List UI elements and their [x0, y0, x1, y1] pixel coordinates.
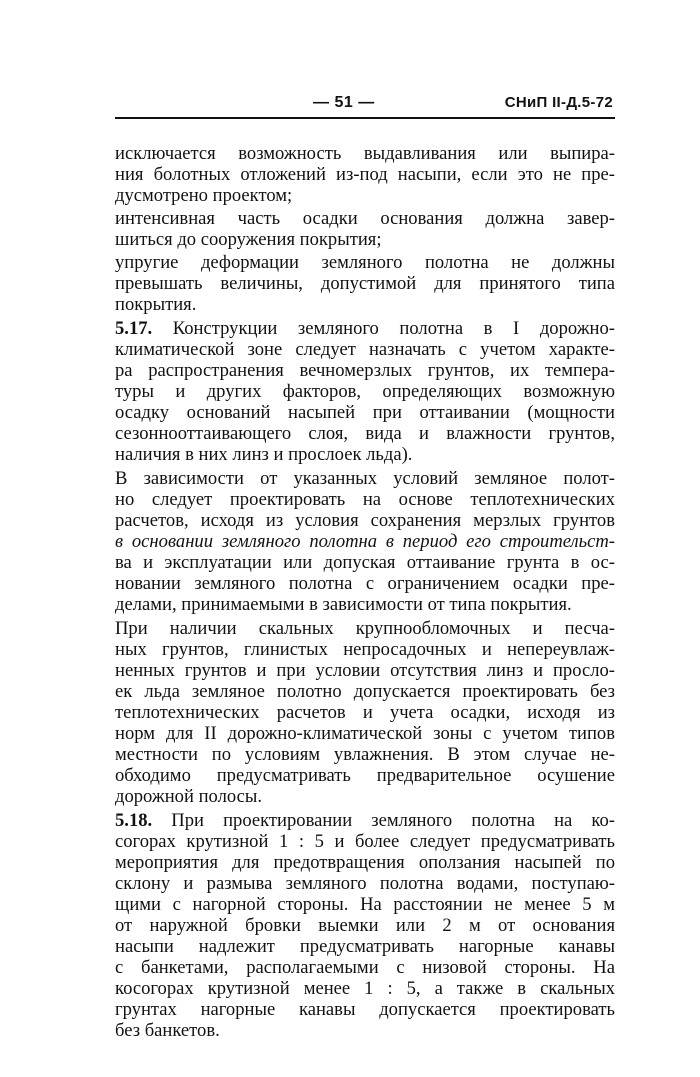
- text-line: грунтах нагорные канавы допускается проектировать: [115, 999, 615, 1020]
- text-line: сезоннооттаивающего слоя, вида и влажности грунтов,: [115, 423, 615, 444]
- text-line: климатической зоне следует назначать с учетом характе-: [115, 339, 615, 360]
- text-line: шиться до сооружения покрытия;: [115, 229, 382, 250]
- paragraph-5: [115, 468, 615, 615]
- paragraph-6: [115, 618, 615, 807]
- text-line: мероприятия для предотвращения оползания насыпей по: [115, 852, 615, 873]
- text-line: превышать величины, допустимой для принятого типа: [115, 273, 615, 294]
- text-line: интенсивная часть осадки основания должна завер-: [115, 208, 615, 229]
- text-line: ра распространения вечномерзлых грунтов, их темпера-: [115, 360, 615, 381]
- header-rule: [115, 117, 615, 119]
- text-line: от наружной бровки выемки или 2 м от основания: [115, 915, 615, 936]
- text-line: расчетов, исходя из условия сохранения мерзлых грунтов: [115, 510, 615, 531]
- text-line: обходимо предусматривать предварительное осушение: [115, 765, 615, 786]
- text-line: дорожной полосы.: [115, 786, 263, 807]
- text-line: ных грунтов, глинистых непросадочных и непереувлаж-: [115, 639, 615, 660]
- text-line: осадку оснований насыпей при оттаивании (мощности: [115, 402, 615, 423]
- text-line: ния болотных отложений из-под насыпи, если это не пре-: [115, 164, 615, 185]
- paragraph-3: [115, 252, 615, 315]
- text-line: согорах крутизной 1 : 5 и более следует предусматривать: [115, 831, 615, 852]
- page-number: — 51 —: [313, 94, 375, 111]
- text-line: щими с нагорной стороны. На расстоянии не менее 5 м: [115, 894, 615, 915]
- text-line: дусмотрено проектом;: [115, 185, 293, 206]
- paragraph-1: [115, 143, 615, 206]
- text-line: новании земляного полотна с ограничением осадки пре-: [115, 573, 615, 594]
- text-line: [115, 318, 615, 339]
- text-line: с банкетами, располагаемыми с низовой стороны. На: [115, 957, 615, 978]
- text-line: в основании земляного полотна в период его строительст-: [115, 531, 615, 552]
- text-line: При наличии скальных крупнообломочных и песча-: [115, 618, 615, 639]
- section-number: 5.18.: [115, 810, 153, 831]
- section-first-line: Конструкции земляного полотна в I дорожно-: [172, 318, 615, 339]
- section-5-17: [115, 318, 615, 465]
- text-line: В зависимости от указанных условий земляное полот-: [115, 468, 615, 489]
- document-body: [115, 143, 615, 1041]
- text-line: покрытия.: [115, 294, 197, 315]
- text-line: теплотехнических расчетов и учета осадки, исходя из: [115, 702, 615, 723]
- text-line: ва и эксплуатации или допуская оттаивание грунта в ос-: [115, 552, 615, 573]
- text-line: косогорах крутизной менее 1 : 5, а также в скальных: [115, 978, 615, 999]
- section-5-18: [115, 810, 615, 1041]
- page-header: [115, 94, 615, 124]
- section-first-line: При проектировании земляного полотна на ко-: [171, 810, 615, 831]
- paragraph-2: [115, 208, 615, 250]
- text-line: но следует проектировать на основе теплотехнических: [115, 489, 615, 510]
- text-line: ненных грунтов и при условии отсутствия линз и просло-: [115, 660, 615, 681]
- text-line: насыпи надлежит предусматривать нагорные канавы: [115, 936, 615, 957]
- text-line: исключается возможность выдавливания или выпира-: [115, 143, 615, 164]
- text-line: наличия в них линз и прослоек льда).: [115, 444, 413, 465]
- text-line: норм для II дорожно-климатической зоны с учетом типов: [115, 723, 615, 744]
- text-line: местности по условиям увлажнения. В этом случае не-: [115, 744, 615, 765]
- text-line: без банкетов.: [115, 1020, 220, 1041]
- text-line: склону и размыва земляного полотна водами, поступаю-: [115, 873, 615, 894]
- text-line: [115, 810, 615, 831]
- text-line: делами, принимаемыми в зависимости от типа покрытия.: [115, 594, 572, 615]
- text-line: упругие деформации земляного полотна не должны: [115, 252, 615, 273]
- section-number: 5.17.: [115, 318, 153, 339]
- text-line: туры и других факторов, определяющих возможную: [115, 381, 615, 402]
- document-code: СНиП II-Д.5-72: [504, 94, 613, 111]
- text-line: ек льда земляное полотно допускается проектировать без: [115, 681, 615, 702]
